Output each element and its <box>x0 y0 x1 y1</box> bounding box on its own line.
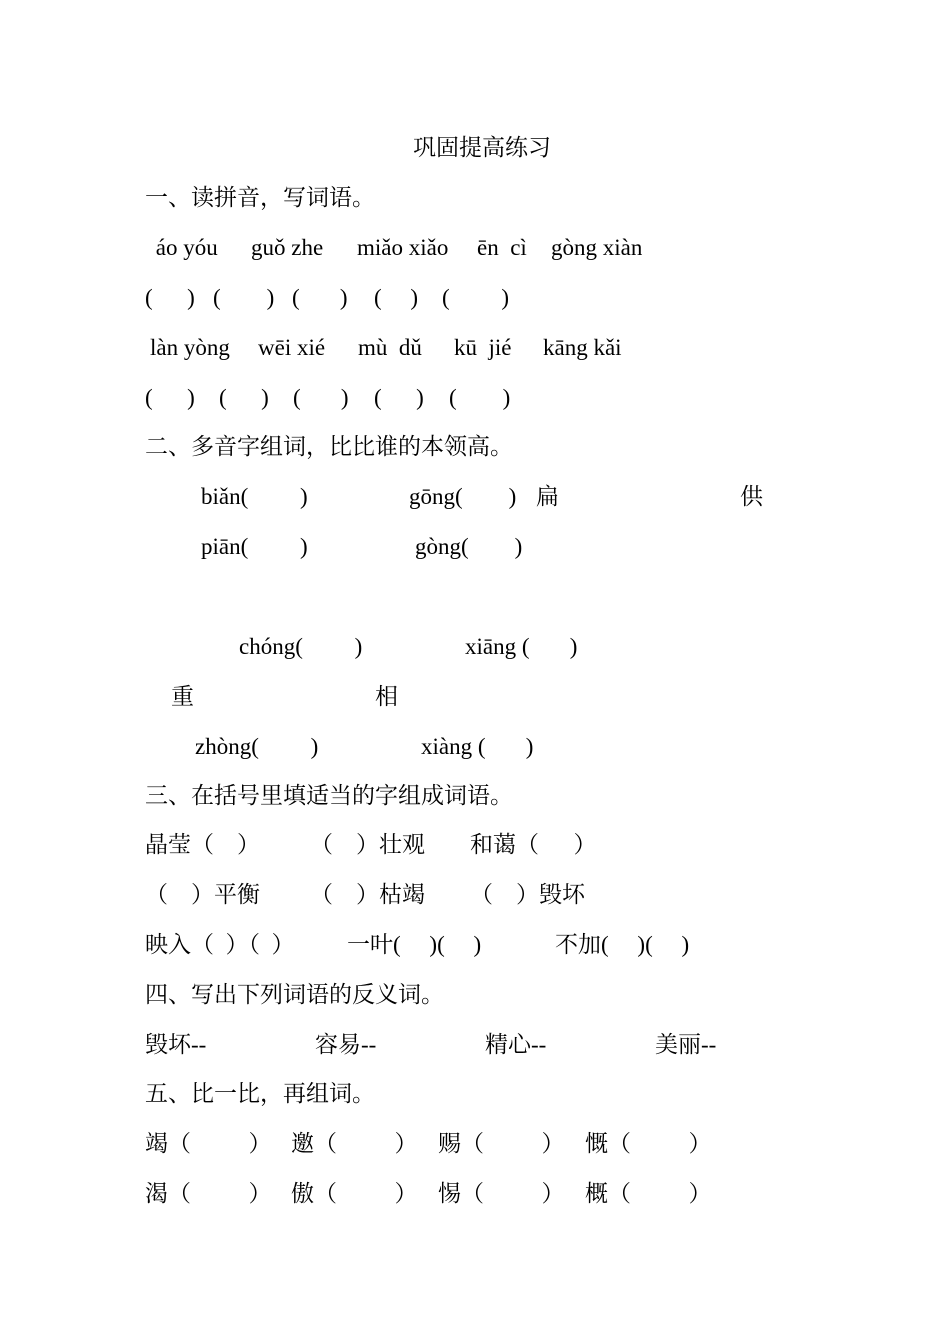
pinyin-blank[interactable]: gòng( ) <box>415 534 523 559</box>
answer-blank[interactable]: ( ) <box>449 385 511 410</box>
fill-word[interactable]: （ ）平衡 <box>145 882 260 907</box>
antonym-item[interactable]: 毁坏-- <box>145 1032 207 1057</box>
fill-word[interactable]: （ ）枯竭 <box>310 882 425 907</box>
pinyin-item: wēi xié <box>258 335 326 360</box>
pinyin-blank[interactable]: gōng( ) <box>409 484 517 509</box>
section3-heading: 三、在括号里填适当的字组成词语。 <box>145 783 513 808</box>
section2-heading: 二、多音字组词，比比谁的本领高。 <box>145 434 513 459</box>
answer-blank[interactable]: ( ) <box>145 385 195 410</box>
polyphone-char: 供 <box>740 484 763 509</box>
page-title: 巩固提高练习 <box>413 135 551 160</box>
pinyin-item: kāng kǎi <box>543 335 622 360</box>
section5-heading: 五、比一比，再组词。 <box>145 1081 375 1106</box>
answer-blank[interactable]: ( ) <box>374 385 424 410</box>
pinyin-blank[interactable]: biǎn( ) <box>201 484 308 509</box>
pinyin-blank[interactable]: zhòng( ) <box>195 734 319 759</box>
answer-blank[interactable]: ( ) <box>292 285 348 310</box>
compare-item[interactable]: 渴（ ） <box>145 1181 272 1206</box>
fill-word[interactable]: 晶莹（ ） <box>145 832 260 857</box>
answer-blank[interactable]: ( ) <box>442 285 510 310</box>
pinyin-item: mù dǔ <box>358 335 422 360</box>
antonym-item[interactable]: 容易-- <box>315 1032 377 1057</box>
fill-word[interactable]: （ ）毁坏 <box>470 882 585 907</box>
answer-blank[interactable]: ( ) <box>213 285 275 310</box>
pinyin-blank[interactable]: xiàng ( ) <box>421 734 534 759</box>
pinyin-item: guǒ zhe <box>251 235 324 260</box>
answer-blank[interactable]: ( ) <box>219 385 269 410</box>
fill-word[interactable]: 不加( )( ) <box>555 932 690 957</box>
compare-item[interactable]: 概（ ） <box>585 1181 712 1206</box>
fill-word[interactable]: 一叶( )( ) <box>347 932 482 957</box>
fill-word[interactable]: 和蔼（ ） <box>470 832 597 857</box>
section4-heading: 四、写出下列词语的反义词。 <box>145 982 444 1007</box>
fill-word[interactable]: 映入（ ）（ ） <box>145 932 295 957</box>
fill-word[interactable]: （ ）壮观 <box>310 832 425 857</box>
pinyin-item: ēn cì <box>477 235 527 260</box>
pinyin-blank[interactable]: xiāng ( ) <box>465 634 578 659</box>
answer-blank[interactable]: ( ) <box>293 385 349 410</box>
compare-item[interactable]: 赐（ ） <box>438 1131 565 1156</box>
pinyin-blank[interactable]: chóng( ) <box>239 634 363 659</box>
pinyin-item: miǎo xiǎo <box>357 235 449 260</box>
pinyin-item: áo yóu <box>150 235 218 260</box>
section1-heading: 一、读拼音，写词语。 <box>145 185 375 210</box>
compare-item[interactable]: 竭（ ） <box>145 1131 272 1156</box>
antonym-item[interactable]: 精心-- <box>485 1032 547 1057</box>
pinyin-blank[interactable]: piān( ) <box>201 534 308 559</box>
compare-item[interactable]: 慨（ ） <box>585 1131 712 1156</box>
polyphone-char: 重 <box>171 684 194 709</box>
polyphone-char: 相 <box>375 684 398 709</box>
pinyin-item: kū jié <box>454 335 512 360</box>
pinyin-item: làn yòng <box>150 335 230 360</box>
polyphone-char: 扁 <box>536 484 559 509</box>
pinyin-item: gòng xiàn <box>551 235 643 260</box>
compare-item[interactable]: 惕（ ） <box>438 1181 565 1206</box>
antonym-item[interactable]: 美丽-- <box>655 1032 717 1057</box>
answer-blank[interactable]: ( ) <box>145 285 195 310</box>
compare-item[interactable]: 傲（ ） <box>291 1181 418 1206</box>
compare-item[interactable]: 邀（ ） <box>291 1131 418 1156</box>
answer-blank[interactable]: ( ) <box>374 285 419 310</box>
